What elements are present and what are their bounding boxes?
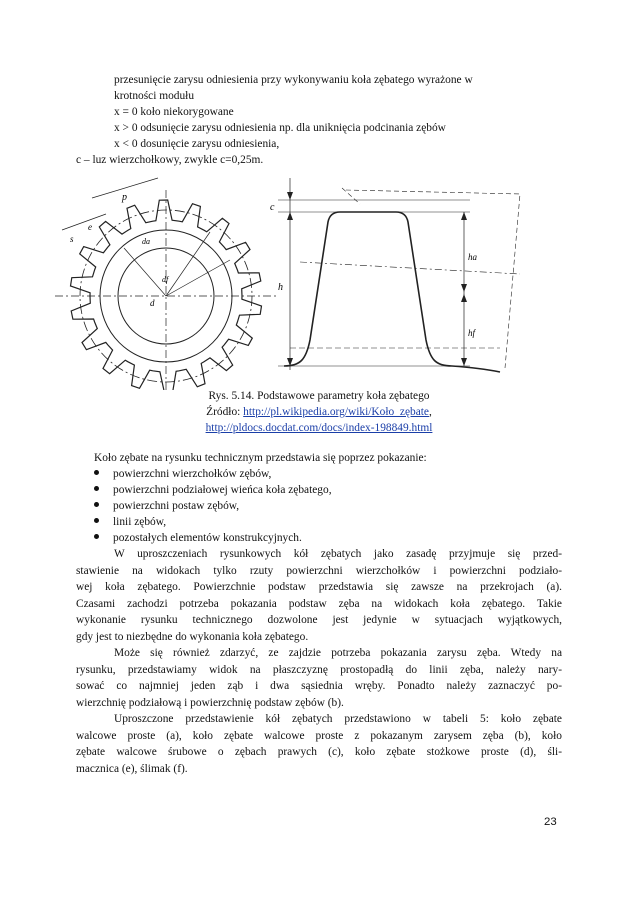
paragraph-line: W uproszczeniach rysunkowych kół zębatych jako zasadę przyjmuje się przed-	[114, 548, 562, 560]
label-h: h	[278, 282, 283, 293]
label-d: d	[150, 298, 155, 308]
list-item	[94, 498, 239, 514]
paragraph-line: sować co najmniej jeden ząb i dwa sąsiednia wręby. Ponadto należy zaznaczyć po-	[76, 680, 562, 692]
intro-line: Koło zębate na rysunku technicznym przedstawia się poprzez pokazanie:	[94, 452, 427, 464]
paragraph-line: walcowe proste (a), koło zębate walcowe proste z pokazanym zarysem zęba (b), koło	[76, 729, 562, 742]
paragraph-line: wykonanie rysunku technicznego dozwolone jest jedynie w sytuacjach wyjątkowych,	[76, 614, 562, 626]
text-line: x < 0 dosunięcie zarysu odniesienia,	[114, 138, 280, 150]
paragraph-line: Uproszczone przedstawienie kół zębatych przedstawiono w tabeli 5: koło zębate	[114, 713, 562, 725]
bullet-icon	[94, 502, 99, 507]
list-item-text: pozostałych elementów konstrukcyjnych.	[113, 532, 302, 544]
label-s: s	[70, 234, 74, 244]
source-link-pldocs[interactable]: http://pldocs.docdat.com/docs/index-198849.html	[205, 422, 433, 434]
list-item	[94, 514, 166, 530]
text-line: krotności modułu	[114, 90, 195, 102]
text-line: x = 0 koło niekorygowane	[114, 106, 234, 118]
bullet-icon	[94, 486, 99, 491]
paragraph-line: Może się również zdarzyć, ze zajdzie potrzeba pokazania zarysu zęba. Wtedy na	[114, 647, 562, 659]
label-df: df	[162, 275, 169, 284]
list-item-text: linii zębów,	[113, 516, 167, 528]
list-item-text: powierzchni podziałowej wieńca koła zębatego,	[113, 484, 332, 496]
label-c: c	[270, 202, 275, 213]
source-prefix: Źródło:	[206, 406, 244, 418]
list-item-text: powierzchni postaw zębów,	[113, 500, 240, 512]
source-comma: ,	[428, 406, 432, 418]
gear-drawing	[55, 178, 277, 390]
paragraph-line: Czasami zachodzi potrzeba pokazania podstaw zęba na widokach koła zębatego. Takie	[76, 597, 562, 610]
tooth-profile-drawing	[278, 178, 520, 372]
figure-source	[0, 404, 638, 421]
text-line: przesunięcie zarysu odniesienia przy wykonywaniu koła zębatego wyrażone w	[114, 74, 473, 86]
figure-source-2	[0, 420, 638, 437]
source-link-wikipedia[interactable]: http://pl.wikipedia.org/wiki/Koło_zębate	[243, 406, 429, 418]
label-e: e	[88, 222, 92, 232]
paragraph-line: rysunku, przedstawiamy widok na płaszczyznę prostopadłą do linii zęba, należy nary-	[76, 663, 562, 676]
bullet-icon	[94, 534, 99, 539]
list-item	[94, 482, 332, 498]
paragraph-line: macznica (e), ślimak (f).	[76, 762, 188, 775]
paragraph-line: wej koła zębatego. Powierzchnie podstaw przedstawia się zawsze na przekrojach (a).	[76, 581, 562, 593]
list-item-text: powierzchni wierzchołków zębów,	[113, 468, 272, 480]
bullet-icon	[94, 470, 99, 475]
label-ha: ha	[468, 252, 477, 262]
text-line: x > 0 odsunięcie zarysu odniesienia np. dla uniknięcia podcinania zębów	[114, 122, 446, 134]
gear-parameters-figure	[0, 170, 638, 390]
page-number: 23	[544, 816, 557, 828]
paragraph-line: wierzchnię podziałową i powierzchnię podstaw zębów (b).	[76, 696, 344, 709]
label-hf: hf	[468, 328, 476, 338]
paragraph-line: stawienie na widokach tylko rzuty powierzchni wierzchołków i powierzchni podziało-	[76, 564, 562, 577]
paragraph-line: zębate walcowe śrubowe o zębach prawych (c), koło zębate stożkowe proste (d), śli-	[76, 746, 562, 758]
label-p: p	[122, 192, 127, 203]
figure-caption: Rys. 5.14. Podstawowe parametry koła zębatego	[208, 390, 430, 402]
luz-line: c – luz wierzchołkowy, zwykle c=0,25m.	[76, 154, 264, 166]
label-da: da	[142, 237, 150, 246]
paragraph-line: gdy jest to niezbędne do wykonania koła zębatego.	[76, 630, 309, 643]
list-item	[94, 466, 271, 482]
bullet-icon	[94, 518, 99, 523]
list-item	[94, 530, 302, 546]
